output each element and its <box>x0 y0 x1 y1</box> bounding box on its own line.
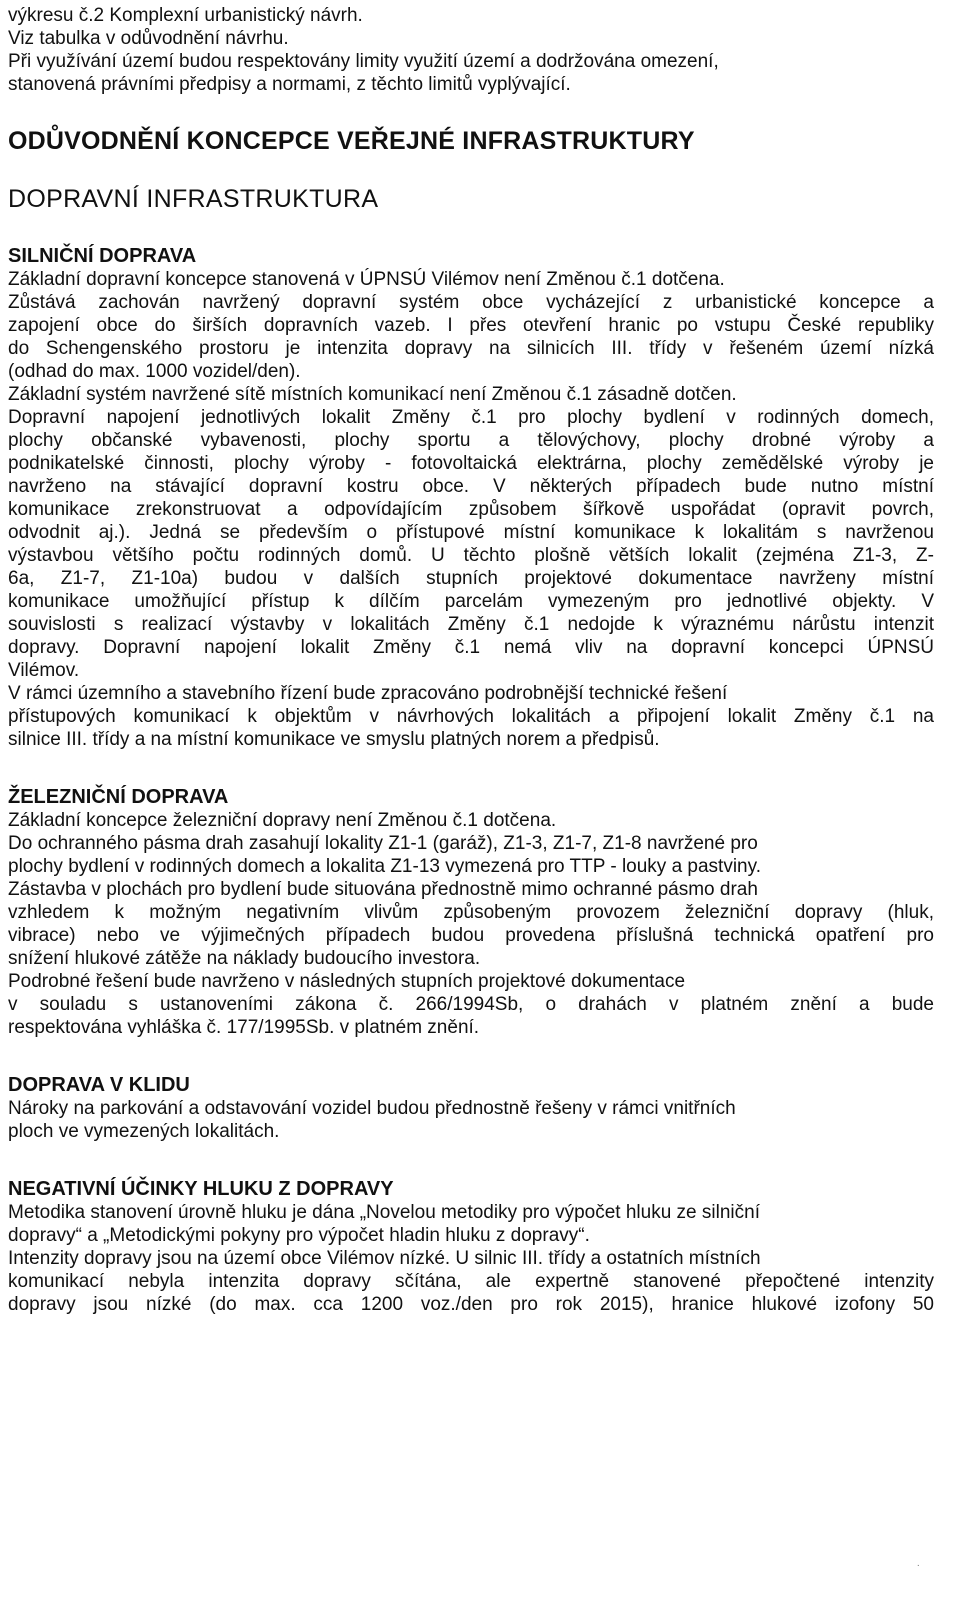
paragraph-line: Zůstává zachován navržený dopravní systém obce vycházející z urbanistické koncepce a <box>8 292 934 313</box>
paragraph-line: Základní systém navržené sítě místních komunikací není Změnou č.1 zásadně dotčen. <box>8 384 737 405</box>
paragraph-line: Intenzity dopravy jsou na území obce Vilémov nízké. U silnic III. třídy a ostatních místních <box>8 1248 761 1269</box>
paragraph-line: navrženo na stávající dopravní kostru obce. V některých případech bude nutno místní <box>8 476 934 497</box>
paragraph-line: respektována vyhláška č. 177/1995Sb. v platném znění. <box>8 1017 480 1038</box>
paragraph-line: Vilémov. <box>8 660 80 681</box>
paragraph-line: do Schengenského prostoru je intenzita dopravy na silnicích III. třídy v řešeném území nízká <box>8 338 934 359</box>
section-road-transport <box>8 244 934 751</box>
paragraph-line: v souladu s ustanoveními zákona č. 266/1994Sb, o drahách v platném znění a bude <box>8 994 934 1015</box>
section-heading: SILNIČNÍ DOPRAVA <box>8 245 197 267</box>
paragraph-line: (odhad do max. 1000 vozidel/den). <box>8 361 301 382</box>
paragraph-line: odvodnit aj.). Jedná se především o přístupové místní komunikace k lokalitám s navrženou <box>8 522 934 543</box>
paragraph-line: Zástavba v plochách pro bydlení bude situována přednostně mimo ochranné pásmo drah <box>8 879 758 900</box>
paragraph-line: vzhledem k možným negativním vlivům způsobeným provozem železniční dopravy (hluk, <box>8 902 934 923</box>
paragraph-line: plochy bydlení v rodinných domech a lokalita Z1-13 vymezená pro TTP - louky a pastviny. <box>8 856 761 877</box>
paragraph-line: Dopravní napojení jednotlivých lokalit Změny č.1 pro plochy bydlení v rodinných domech, <box>8 407 934 428</box>
paragraph-line: plochy občanské vybavenosti, plochy sportu a tělovýchovy, plochy drobné výroby a <box>8 430 934 451</box>
paragraph-line: komunikace zrekonstruovat a odpovídajícím způsobem šířkově uspořádat (opravit povrch, <box>8 499 934 520</box>
paragraph-line: zapojení obce do širších dopravních vazeb. I přes otevření hranic po vstupu České republiky <box>8 315 934 336</box>
paragraph-line: Základní dopravní koncepce stanovená v ÚPNSÚ Vilémov není Změnou č.1 dotčena. <box>8 269 725 290</box>
intro-line: Při využívání území budou respektovány limity využití území a dodržována omezení, <box>8 51 719 72</box>
paragraph-line: souvislosti s realizací výstavby v lokalitách Změny č.1 nedojde k výraznému nárůstu intenzit <box>8 614 934 635</box>
section-rail-transport <box>8 785 934 1039</box>
paragraph-line: Podrobné řešení bude navrženo v následných stupních projektové dokumentace <box>8 971 686 992</box>
paragraph-line: vibrace) nebo ve výjimečných případech budou provedena příslušná technická opatření pro <box>8 925 934 946</box>
scan-speck: · <box>916 1560 920 1571</box>
paragraph-line: podnikatelské činnosti, plochy výroby - fotovoltaická elektrárna, plochy zemědělské výroby je <box>8 453 934 474</box>
intro-block <box>8 4 934 96</box>
paragraph-line: výstavbou většího počtu rodinných domů. U těchto plošně větších lokalit (zejména Z1-3, Z- <box>8 545 934 566</box>
paragraph-line: ploch ve vymezených lokalitách. <box>8 1121 280 1142</box>
section-heading: DOPRAVA V KLIDU <box>8 1074 190 1096</box>
paragraph-line: Základní koncepce železniční dopravy není Změnou č.1 dotčena. <box>8 810 557 831</box>
paragraph-line: komunikací nebyla intenzita dopravy sčítána, ale expertně stanovené přepočtené intenzity <box>8 1271 934 1292</box>
paragraph-line: dopravy“ a „Metodickými pokyny pro výpočet hladin hluku z dopravy“. <box>8 1225 590 1246</box>
paragraph-line: Do ochranného pásma drah zasahují lokality Z1-1 (garáž), Z1-3, Z1-7, Z1-8 navržené pro <box>8 833 758 854</box>
main-heading: ODŮVODNĚNÍ KONCEPCE VEŘEJNÉ INFRASTRUKTURY <box>8 127 695 155</box>
section-heading: NEGATIVNÍ ÚČINKY HLUKU Z DOPRAVY <box>8 1178 394 1200</box>
sub-heading: DOPRAVNÍ INFRASTRUKTURA <box>8 185 379 213</box>
paragraph-line: dopravy. Dopravní napojení lokalit Změny č.1 nemá vliv na dopravní koncepci ÚPNSÚ <box>8 637 934 658</box>
section-traffic-noise <box>8 1177 934 1316</box>
paragraph-line: dopravy jsou nízké (do max. cca 1200 voz./den pro rok 2015), hranice hlukové izofony 50 <box>8 1294 934 1315</box>
section-heading: ŽELEZNIČNÍ DOPRAVA <box>8 786 229 808</box>
paragraph-line: Metodika stanovení úrovně hluku je dána „Novelou metodiky pro výpočet hluku ze silniční <box>8 1202 760 1223</box>
paragraph-line: komunikace umožňující přístup k dílčím parcelám vymezeným pro jednotlivé objekty. V <box>8 591 934 612</box>
paragraph-line: silnice III. třídy a na místní komunikace ve smyslu platných norem a předpisů. <box>8 729 660 750</box>
intro-line: stanovená právními předpisy a normami, z těchto limitů vyplývající. <box>8 74 571 95</box>
paragraph-line: V rámci územního a stavebního řízení bude zpracováno podrobnější technické řešení <box>8 683 728 704</box>
intro-line: výkresu č.2 Komplexní urbanistický návrh. <box>8 5 363 26</box>
paragraph-line: snížení hlukové zátěže na náklady budoucího investora. <box>8 948 481 969</box>
section-static-transport <box>8 1073 934 1143</box>
intro-line: Viz tabulka v odůvodnění návrhu. <box>8 28 289 49</box>
paragraph-line: 6a, Z1-7, Z1-10a) budou v dalších stupních projektové dokumentace navrženy místní <box>8 568 934 589</box>
paragraph-line: přístupových komunikací k objektům v návrhových lokalitách a připojení lokalit Změny č.1 na <box>8 706 934 727</box>
paragraph-line: Nároky na parkování a odstavování vozidel budou přednostně řešeny v rámci vnitřních <box>8 1098 736 1119</box>
